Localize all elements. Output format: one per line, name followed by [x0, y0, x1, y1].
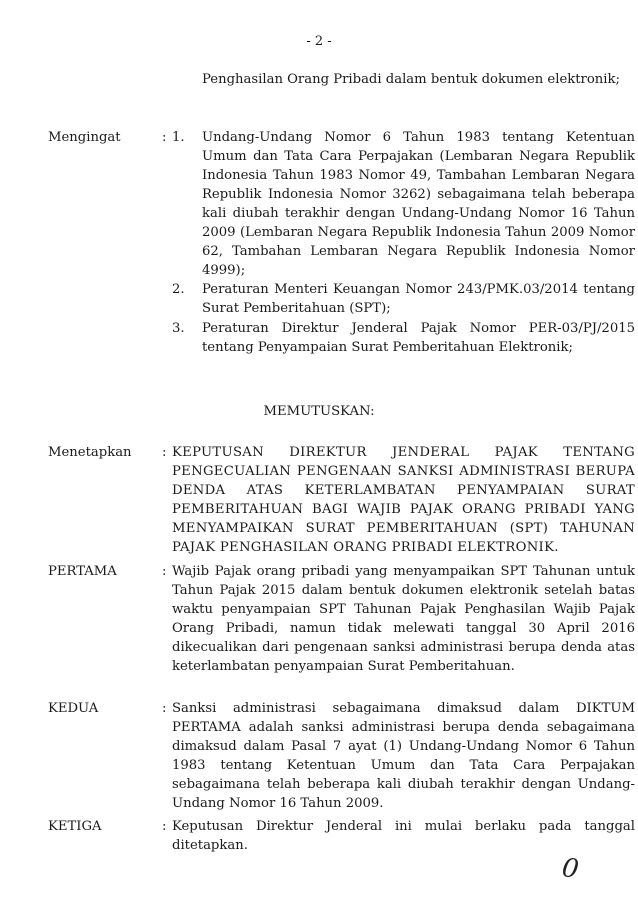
kedua-colon: : — [162, 701, 167, 716]
page-number: - 2 - — [306, 34, 332, 49]
intro-text: Penghasilan Orang Pribadi dalam bentuk dokumen elektronik; — [202, 72, 620, 87]
pertama-label: PERTAMA — [48, 564, 117, 579]
kedua-label: KEDUA — [48, 701, 99, 716]
mengingat-item-text: Peraturan Menteri Keuangan Nomor 243/PMK.03/2014 tentang Surat Pemberitahuan (SPT); — [202, 282, 635, 316]
menetapkan-label: Menetapkan — [48, 445, 132, 460]
mengingat-item-number: 2. — [172, 282, 185, 297]
mengingat-item-text: Peraturan Direktur Jenderal Pajak Nomor PER-03/PJ/2015 tentang Penyampaian Surat Pemberitahuan Elektronik; — [202, 321, 635, 355]
memutuskan-heading: MEMUTUSKAN: — [263, 404, 375, 419]
kedua-text: Sanksi administrasi sebagaimana dimaksud dalam DIKTUM PERTAMA adalah sanksi administrasi berupa denda sebagaimana dimaksud dalam Pasal 7 ayat (1) Undang-Undang Nomor 6 Tahun 1983 tentang Ketentuan Umum dan Tata Cara Perpajakan sebagaimana telah beberapa kali diubah terakhir dengan Undang-Undang Nomor 16 Tahun 2009. — [172, 701, 635, 811]
mengingat-item-3 — [172, 319, 635, 357]
mengingat-item-text: Undang-Undang Nomor 6 Tahun 1983 tentang Ketentuan Umum dan Tata Cara Perpajakan (Lembaran Negara Republik Indonesia Tahun 1983 Nomor 49, Tambahan Lembaran Negara Republik Indonesia Nomor 3262) sebagaimana telah beberapa kali diubah terakhir dengan Undang-Undang Nomor 16 Tahun 2009 (Lembaran Negara Republik Indonesia Tahun 2009 Nomor 62, Tambahan Lembaran Negara Republik Indonesia Nomor 4999); — [202, 130, 635, 278]
mengingat-item-number: 1. — [172, 130, 185, 145]
ketiga-text: Keputusan Direktur Jenderal ini mulai berlaku pada tanggal ditetapkan. — [172, 819, 635, 853]
ketiga-label: KETIGA — [48, 819, 102, 834]
mengingat-item-1 — [172, 128, 635, 280]
mengingat-colon: : — [162, 130, 167, 145]
mengingat-item-2 — [172, 280, 635, 318]
menetapkan-text: KEPUTUSAN DIREKTUR JENDERAL PAJAK TENTANG PENGECUALIAN PENGENAAN SANKSI ADMINISTRASI BERUPA DENDA ATAS KETERLAMBATAN PENYAMPAIAN SURAT PEMBERITAHUAN BAGI WAJIB PAJAK ORANG PRIBADI YANG MENYAMPAIKAN SURAT PEMBERITAHUAN (SPT) TAHUNAN PAJAK PENGHASILAN ORANG PRIBADI ELEKTRONIK. — [172, 445, 635, 555]
mengingat-label: Mengingat — [48, 130, 121, 145]
ketiga-colon: : — [162, 819, 167, 834]
menetapkan-colon: : — [162, 445, 167, 460]
pertama-colon: : — [162, 564, 167, 579]
paraf-initial: 0 — [560, 852, 581, 886]
pertama-text: Wajib Pajak orang pribadi yang menyampaikan SPT Tahunan untuk Tahun Pajak 2015 dalam bentuk dokumen elektronik setelah batas waktu penyampaian SPT Tahunan Pajak Penghasilan Wajib Pajak Orang Pribadi, namun tidak melewati tanggal 30 April 2016 dikecualikan dari pengenaan sanksi administrasi berupa denda atas keterlambatan penyampaian Surat Pemberitahuan. — [172, 564, 635, 674]
mengingat-item-number: 3. — [172, 321, 185, 336]
